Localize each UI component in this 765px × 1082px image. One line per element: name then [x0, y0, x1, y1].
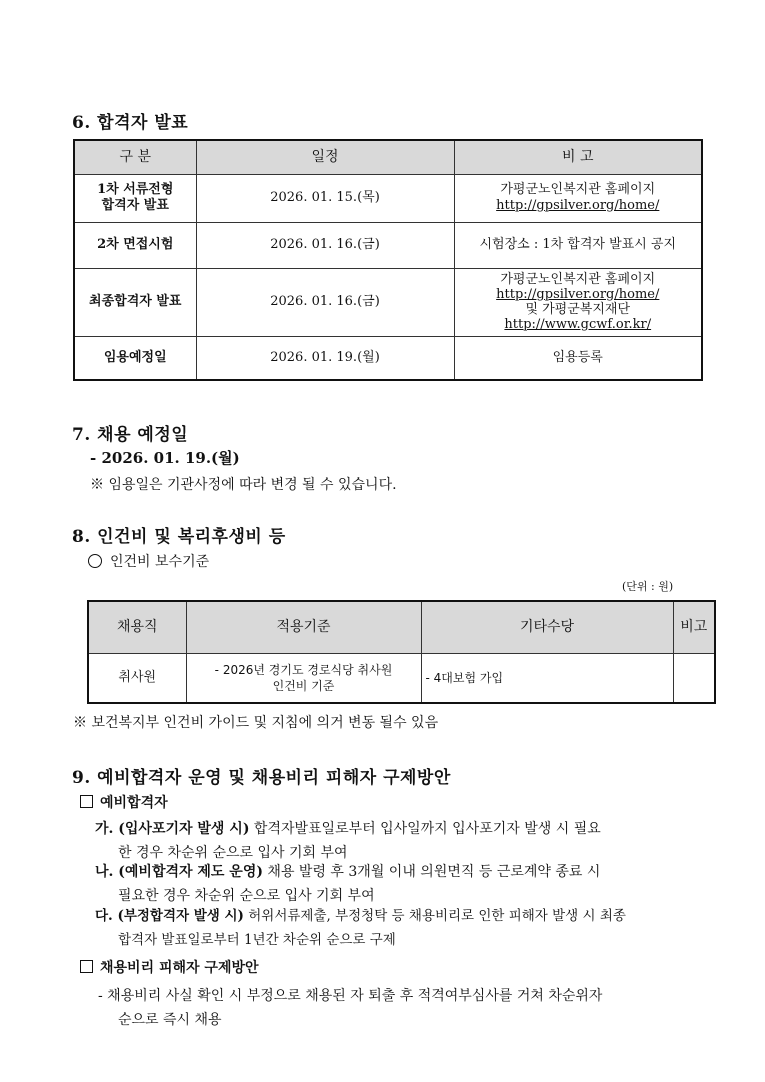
- row2-date: 2026. 01. 16.(금): [196, 222, 454, 268]
- row3-remarks-line3: 및 가평군복지재단: [525, 302, 631, 317]
- row1-category-line2: 합격자 발표: [101, 198, 169, 213]
- item-ga-text: 합격자발표일로부터 입사일까지 입사포기자 발생 시 필요: [249, 821, 601, 837]
- gpsilver-link[interactable]: http://gpsilver.org/home/: [496, 198, 660, 213]
- section-8-heading: 8. 인건비 및 복리후생비 등: [72, 527, 286, 547]
- item-ga-title: 가. (입사포기자 발생 시): [95, 821, 250, 837]
- item-na-continued: 필요한 경우 차순위 순으로 입사 기회 부여: [118, 888, 375, 904]
- pay-table: [87, 600, 716, 704]
- item-da-text: 허위서류제출, 부정청탁 등 채용비리로 인한 피해자 발생 시 최종: [243, 908, 626, 924]
- row2-remarks: 시험장소 : 1차 합격자 발표시 공지: [454, 222, 702, 268]
- list-item: [95, 906, 715, 950]
- item-na-text: 채용 발령 후 3개월 이내 의원면직 등 근로계약 종료 시: [262, 864, 601, 880]
- cell-standard-line1: - 2026년 경기도 경로식당 취사원: [214, 662, 393, 677]
- remedy-continued: 순으로 즉시 채용: [118, 1012, 222, 1028]
- row3-remarks: [454, 268, 702, 336]
- cell-position: 취사원: [88, 653, 186, 703]
- item-da-title: 다. (부정합격자 발생 시): [95, 908, 244, 924]
- row1-category: [74, 174, 196, 222]
- table-row: [74, 336, 702, 380]
- announcement-table: [73, 139, 703, 381]
- item-ga-continued: 한 경우 차순위 순으로 입사 기회 부여: [118, 845, 348, 861]
- cell-allowance: - 4대보험 가입: [421, 653, 673, 703]
- header-note: 비고: [673, 601, 715, 653]
- section-9-heading: 9. 예비합격자 운영 및 채용비리 피해자 구제방안: [72, 768, 451, 788]
- row4-date: 2026. 01. 19.(월): [196, 336, 454, 380]
- section-6-heading: 6. 합격자 발표: [72, 113, 189, 133]
- row4-remarks: 임용등록: [454, 336, 702, 380]
- row1-remarks: [454, 174, 702, 222]
- table-row: [74, 268, 702, 336]
- victim-remedy-heading: [80, 957, 259, 977]
- item-na-title: 나. (예비합격자 제도 운영): [95, 864, 263, 880]
- row3-category: 최종합격자 발표: [74, 268, 196, 336]
- row1-remarks-line1: 가평군노인복지관 홈페이지: [500, 182, 656, 197]
- remedy-text: - 채용비리 사실 확인 시 부정으로 채용된 자 퇴출 후 적격여부심사를 거쳐 차순위자: [98, 988, 603, 1004]
- row4-category: 임용예정일: [74, 336, 196, 380]
- table-row: [88, 653, 715, 703]
- cell-standard: [186, 653, 421, 703]
- row1-category-line1: 1차 서류전형: [97, 182, 174, 197]
- table-row: [74, 174, 702, 222]
- table-row: [74, 222, 702, 268]
- header-standard: 적용기준: [186, 601, 421, 653]
- remedy-line: [98, 986, 713, 1030]
- section-7-note: ※ 임용일은 기관사정에 따라 변경 될 수 있습니다.: [90, 477, 397, 493]
- checkbox-square-icon: [80, 960, 93, 973]
- cell-standard-line2: 인건비 기준: [272, 678, 335, 693]
- table-header-row: [74, 140, 702, 174]
- header-schedule: 일정: [196, 140, 454, 174]
- pay-standard-text: 인건비 보수기준: [110, 554, 210, 570]
- gpsilver-link[interactable]: http://gpsilver.org/home/: [496, 287, 660, 302]
- header-position: 채용직: [88, 601, 186, 653]
- cell-note: [673, 653, 715, 703]
- header-remarks: 비 고: [454, 140, 702, 174]
- list-item: [95, 819, 705, 863]
- row2-category: 2차 면접시험: [74, 222, 196, 268]
- item-da-continued: 합격자 발표일로부터 1년간 차순위 순으로 구제: [118, 932, 396, 948]
- row3-remarks-line1: 가평군노인복지관 홈페이지: [500, 272, 656, 287]
- section-8-note: ※ 보건복지부 인건비 가이드 및 지침에 의거 변동 될수 있음: [73, 715, 439, 731]
- victim-remedy-text: 채용비리 피해자 구제방안: [100, 960, 259, 976]
- table-header-row: [88, 601, 715, 653]
- row3-date: 2026. 01. 16.(금): [196, 268, 454, 336]
- pay-standard-label: [88, 551, 209, 571]
- employment-date: - 2026. 01. 19.(월): [90, 449, 240, 467]
- circle-bullet-icon: [88, 554, 102, 568]
- list-item: [95, 862, 705, 906]
- gcwf-link[interactable]: http://www.gcwf.or.kr/: [504, 317, 652, 332]
- checkbox-square-icon: [80, 795, 93, 808]
- reserve-candidate-heading: [80, 792, 168, 812]
- header-allowance: 기타수당: [421, 601, 673, 653]
- header-category: 구 분: [74, 140, 196, 174]
- row1-date: 2026. 01. 15.(목): [196, 174, 454, 222]
- unit-label: (단위 : 원): [622, 580, 674, 593]
- reserve-candidate-text: 예비합격자: [100, 795, 168, 811]
- section-7-heading: 7. 채용 예정일: [72, 425, 189, 445]
